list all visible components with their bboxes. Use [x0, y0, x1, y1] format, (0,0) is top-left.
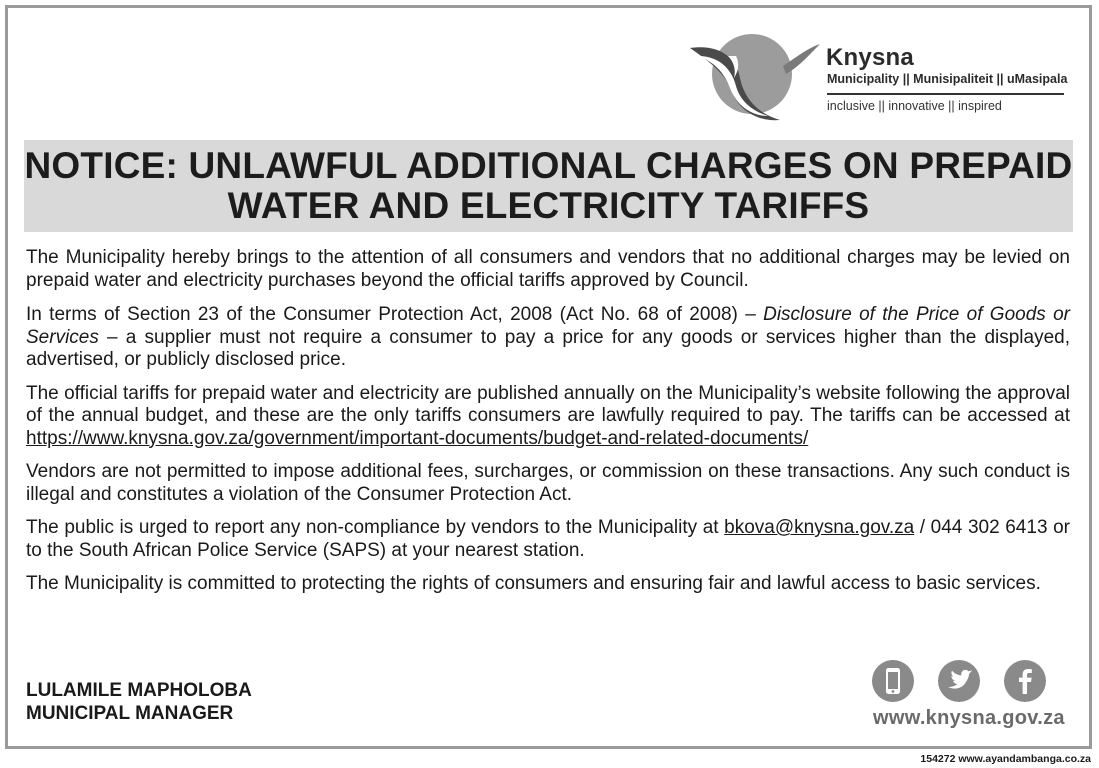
email-link[interactable]: bkova@knysna.gov.za — [724, 517, 915, 538]
signature-block — [26, 680, 252, 725]
facebook-icon[interactable] — [1004, 660, 1046, 702]
footer-reference: 154272 www.ayandambanga.co.za — [920, 753, 1091, 765]
paragraph-5-end: / 044 302 6413 or to the South African Police Service (SAPS) at your nearest station. — [26, 517, 1070, 561]
title-line-1: NOTICE: UNLAWFUL ADDITIONAL CHARGES ON PREPAID — [24, 145, 1073, 186]
knysna-logo — [688, 26, 1068, 126]
signatory-role: MUNICIPAL MANAGER — [26, 702, 234, 724]
paragraph-4: Vendors are not permitted to impose additional fees, surcharges, or commission on these transactions. Any such conduct is illegal and constitutes a violation of the Consumer Protection Act. — [26, 461, 1070, 505]
paragraph-5 — [26, 517, 1070, 562]
notice-title-band — [24, 140, 1073, 232]
knysna-emblem-icon — [688, 26, 823, 126]
tariffs-link[interactable]: https://www.knysna.gov.za/government/important-documents/budget-and-related-documents/ — [26, 427, 809, 449]
notice-body — [26, 247, 1070, 607]
social-icons — [872, 660, 1052, 704]
paragraph-1: The Municipality hereby brings to the attention of all consumers and vendors that no additional charges may be levied on prepaid water and electricity purchases beyond the official tariffs approved by Council. — [26, 247, 1070, 291]
title-line-2: WATER AND ELECTRICITY TARIFFS — [227, 185, 870, 226]
notice-title — [24, 146, 1073, 226]
paragraph-2-end: – a supplier must not require a consumer to pay a price for any goods or services higher than the displayed, advertised, or publicly disclosed price. — [26, 326, 1070, 370]
logo-name: Knysna — [826, 44, 914, 71]
paragraph-5-start: The public is urged to report any non-compliance by vendors to the Municipality at — [26, 517, 725, 538]
logo-subtitle: Municipality || Munisipaliteit || uMasipala — [827, 72, 1068, 86]
paragraph-2 — [26, 304, 1070, 372]
logo-tagline: inclusive || innovative || inspired — [827, 99, 1002, 113]
paragraph-6: The Municipality is committed to protecting the rights of consumers and ensuring fair and lawful access to basic services. — [26, 573, 1041, 594]
paragraph-2-italic: Disclosure of the Price of Goods or Services — [26, 304, 1070, 348]
twitter-icon[interactable] — [938, 660, 980, 702]
signatory-name: LULAMILE MAPHOLOBA — [26, 680, 252, 701]
phone-icon[interactable] — [872, 660, 914, 702]
logo-divider — [827, 93, 1064, 95]
website-url[interactable]: www.knysna.gov.za — [873, 707, 1065, 729]
paragraph-3 — [26, 383, 1070, 451]
paragraph-2-start: In terms of Section 23 of the Consumer Protection Act, 2008 (Act No. 68 of 2008) – — [26, 304, 764, 325]
paragraph-3-start: The official tariffs for prepaid water and electricity are published annually on the Municipality’s website following the approval of the annual budget, and these are the only tariffs consumers are lawfully required to pay. The tariffs can be accessed at — [26, 382, 1070, 426]
